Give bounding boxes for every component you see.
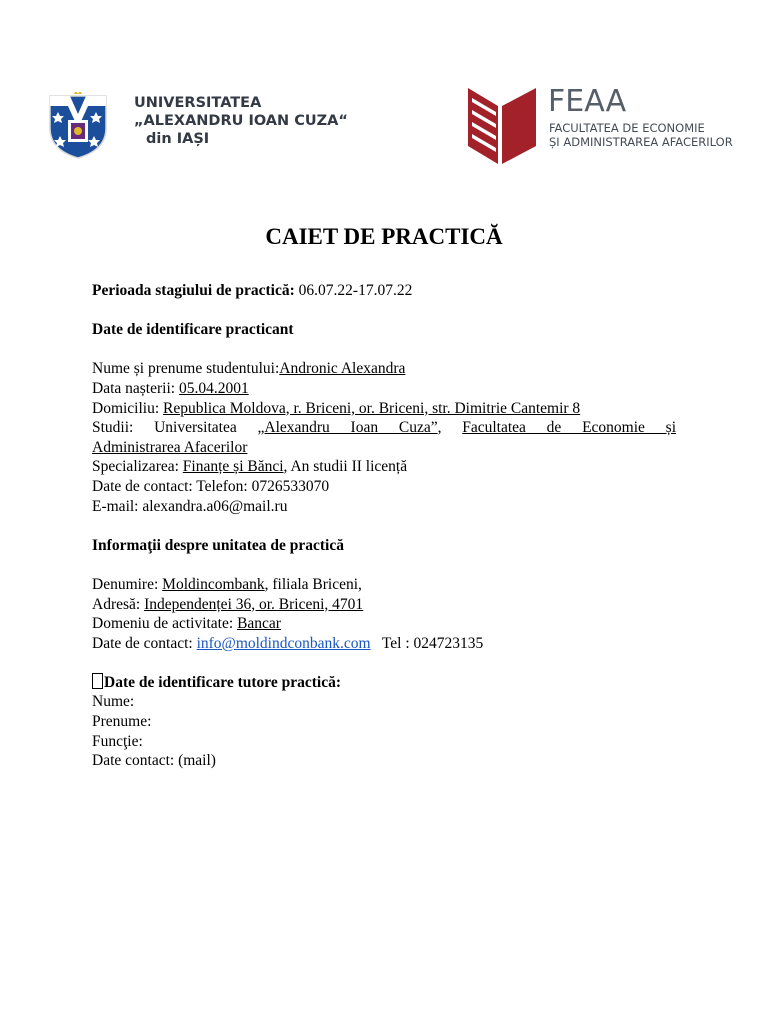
- feaa-full-name: [549, 121, 733, 149]
- unit-name-value: Moldincombank: [162, 575, 265, 593]
- student-studies-label: Studii: Universitatea: [92, 419, 258, 437]
- unit-address-label: Adresă:: [92, 595, 145, 613]
- tutor-heading-line: [92, 673, 676, 693]
- unit-name-rest: , filiala Briceni,: [264, 575, 362, 593]
- unit-address-value: Independenței 36, or. Briceni, 4701: [144, 595, 364, 613]
- student-contact-line: Date de contact: Telefon: 0726533070: [92, 477, 330, 495]
- unit-name-label: Denumire:: [92, 575, 163, 593]
- student-studies-faculty-2: Administrarea Afacerilor: [92, 438, 248, 456]
- uaic-logo: [46, 92, 346, 162]
- student-address-value: Republica Moldova, r. Briceni, or. Briceni, str. Dimitrie Cantemir 8: [163, 399, 581, 417]
- checkbox-glyph-icon: [92, 673, 103, 689]
- unit-address-line: [92, 595, 676, 615]
- feaa-acronym: FEAA: [548, 84, 627, 119]
- student-studies-line-2: [92, 438, 676, 458]
- student-birth-value: 05.04.2001: [178, 379, 249, 397]
- tutor-field: Prenume:: [92, 713, 152, 731]
- unit-name-line: [92, 575, 676, 595]
- student-address-label: Domiciliu:: [92, 399, 164, 417]
- tutor-field: Nume:: [92, 693, 135, 711]
- student-heading: Date de identificare practicant: [92, 321, 294, 339]
- student-studies-faculty-1: Facultatea de Economie și: [462, 419, 677, 437]
- tutor-field: Date contact: (mail): [92, 752, 216, 770]
- student-studies-line: [92, 418, 676, 438]
- period-line: [92, 281, 676, 301]
- uaic-line: UNIVERSITATEA: [134, 95, 262, 111]
- student-spec-rest: , An studii II licență: [283, 458, 408, 476]
- feaa-line: FACULTATEA DE ECONOMIE: [549, 121, 705, 135]
- period-value: 06.07.22-17.07.22: [294, 282, 413, 299]
- student-studies-univ: „Alexandru Ioan Cuza”: [257, 419, 438, 437]
- student-birth-label: Data nașterii:: [92, 379, 179, 397]
- unit-domain-label: Domeniu de activitate:: [92, 615, 238, 633]
- student-birth-line: [92, 379, 676, 399]
- student-name-label: Nume și prenume studentului:: [92, 360, 280, 378]
- student-studies-sep: ,: [437, 419, 463, 437]
- uaic-line: din IAȘI: [146, 131, 210, 147]
- student-name-value: Andronic Alexandra: [279, 360, 406, 378]
- student-name-line: [92, 359, 676, 379]
- uaic-line: „ALEXANDRU IOAN CUZA“: [134, 113, 348, 129]
- student-address-line: [92, 399, 676, 419]
- student-spec-line: [92, 457, 676, 477]
- unit-contact-email-link[interactable]: info@moldindconbank.com: [196, 634, 371, 652]
- feaa-logo: [462, 84, 752, 166]
- unit-heading: Informaţii despre unitatea de practică: [92, 536, 344, 554]
- unit-contact-label: Date de contact:: [92, 634, 197, 652]
- uaic-name: [134, 94, 348, 148]
- period-label: Perioada stagiului de practică:: [92, 282, 295, 299]
- document-body: [92, 281, 676, 771]
- feaa-line: ȘI ADMINISTRAREA AFACERILOR: [549, 135, 733, 149]
- uaic-crest-icon: [46, 92, 110, 160]
- unit-contact-tel: Tel : 024723135: [370, 634, 484, 652]
- unit-contact-line: [92, 634, 676, 654]
- student-spec-value: Finanțe și Bănci: [182, 458, 284, 476]
- document-title: CAIET DE PRACTICĂ: [265, 224, 503, 249]
- student-spec-label: Specializarea:: [92, 458, 183, 476]
- feaa-book-icon: [462, 84, 542, 166]
- student-email-line: E-mail: alexandra.a06@mail.ru: [92, 497, 288, 515]
- unit-domain-line: [92, 614, 676, 634]
- unit-domain-value: Bancar: [237, 615, 281, 633]
- tutor-heading: Date de identificare tutore practică:: [104, 673, 342, 691]
- tutor-field: Funcţie:: [92, 732, 143, 750]
